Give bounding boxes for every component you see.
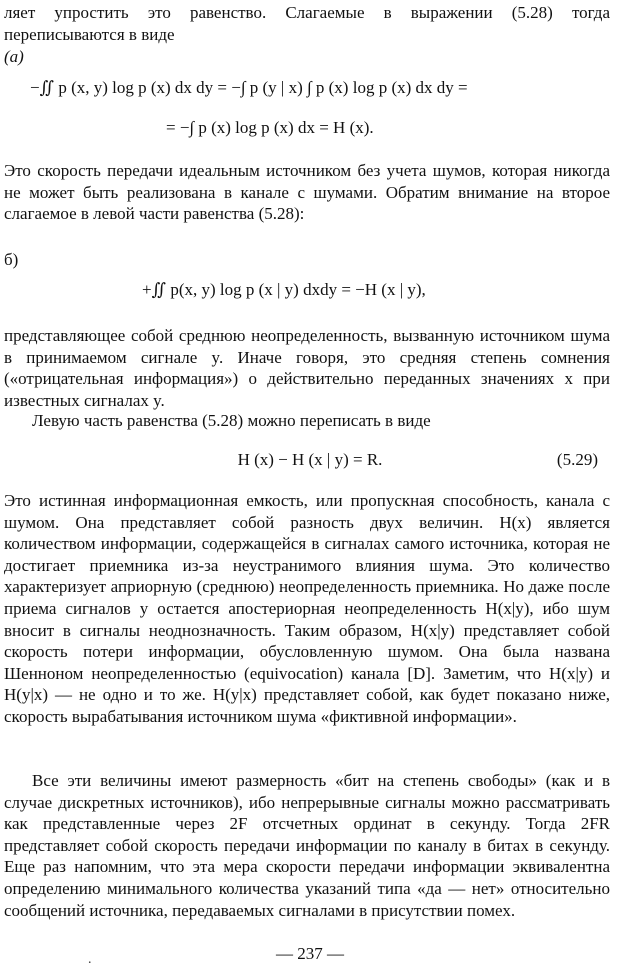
equation-a-line1: −∬ p (x, y) log p (x) dx dy = −∫ p (y | x) ∫ p (x) log p (x) dx dy = xyxy=(30,78,468,97)
paragraph-noise-uncertainty: представляющее собой среднюю неопределенность, вызванную источником шума в принимаемом сигнале y. Иначе говоря, это средняя степень сомнения («отрицательная информация») о действительно переданных значениях x при известных сигналах y. xyxy=(4,326,610,410)
page-number: — 237 — xyxy=(276,944,344,963)
equation-number: (5.29) xyxy=(556,450,598,469)
paragraph-left-side: Левую часть равенства (5.28) можно переписать в виде xyxy=(32,411,431,430)
equation-a-line2: = −∫ p (x) log p (x) dx = H (x). xyxy=(166,118,374,137)
stray-mark: . xyxy=(88,952,92,967)
equation-marker-a: (а) xyxy=(4,47,24,66)
paragraph-intro: ляет упростить это равенство. Слагаемые в выражении (5.28) тогда переписываются в виде xyxy=(4,3,610,44)
equation-capacity: H (x) − H (x | y) = R. xyxy=(237,450,383,469)
paragraph-ideal-source: Это скорость передачи идеальным источником без учета шумов, которая никогда не может быть реализована в канале с шумами. Обратим внимание на второе слагаемое в левой части равенства (5.28): xyxy=(4,161,610,224)
equation-marker-b: б) xyxy=(4,250,19,269)
paragraph-dimension: Все эти величины имеют размерность «бит на степень свободы» (как и в случае дискретных источников), ибо непрерывные сигналы можно рассматривать как представленные через 2F отсчетных ординат в секунду. Тогда 2FR представляет собой скорость передачи информации по каналу в битах в секунду. Еще раз напомним, что эта мера скорости передачи информации эквивалентна определению минимального количества указаний типа «да — нет» относительно сообщений источника, передаваемых сигналами в присутствии помех. xyxy=(4,771,610,920)
paragraph-true-capacity: Это истинная информационная емкость, или пропускная способность, канала с шумом. Она представляет собой разность двух величин. H(x) является количеством информации, содержащейся в сигналах самого источника, которая не достигает приемника из-за неустранимого влияния шума. Это количество характеризует априорную (среднюю) неопределенность приемника. Но даже после приема сигналов y остается апостериорная неопределенность H(x|y), ибо шум вносит в сигналы неоднозначность. Таким образом, H(x|y) представляет собой скорость потери информации, обусловленную шумом. Она была названа Шенноном неопределенностью (equivocation) канала [D]. Заметим, что H(x|y) и H(y|x) — не одно и то же. H(y|x) представляет собой, как будет показано ниже, скорость вырабатывания источником шума «фиктивной информации». xyxy=(4,491,610,726)
equation-b: +∬ p(x, y) log p (x | y) dxdy = −H (x | y), xyxy=(142,280,426,299)
